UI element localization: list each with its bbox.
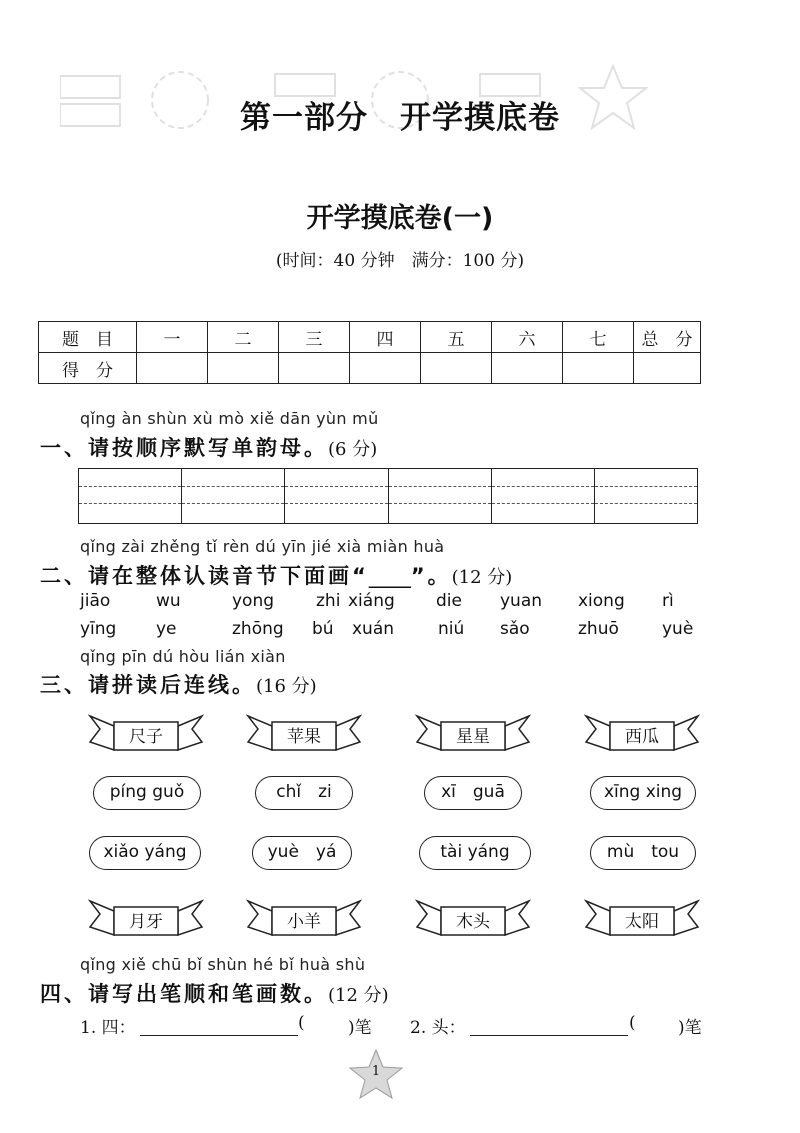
banner-word: 小羊 (287, 912, 321, 932)
syllable[interactable]: wu (156, 591, 181, 611)
pinyin-pill[interactable]: píng guǒ (93, 776, 201, 810)
score-cell[interactable] (350, 353, 421, 384)
exam-time-and-score-info: (时间：40 分钟 满分：100 分) (275, 251, 525, 271)
syllable[interactable]: jiāo (80, 591, 111, 611)
q4-item2-paren-open: ( (629, 1013, 636, 1033)
score-table (38, 321, 701, 384)
score-table-header-total: 总 分 (634, 322, 701, 353)
q4-item2-stroke-order-line[interactable] (470, 1035, 628, 1036)
score-cell[interactable] (137, 353, 208, 384)
score-table-score-row (39, 353, 701, 384)
word-banner[interactable] (246, 897, 362, 939)
q2-syllable-row-1 (80, 591, 710, 615)
score-table-header-q4: 四 (350, 322, 421, 353)
q2-points: (12 分) (451, 567, 513, 588)
syllable[interactable]: niú (438, 619, 465, 639)
syllable[interactable]: ye (156, 619, 177, 639)
banner-word: 苹果 (287, 727, 321, 747)
exam-title: 开学摸底卷(一) (306, 203, 494, 234)
q2-heading (40, 560, 512, 590)
word-banner[interactable] (584, 712, 700, 754)
writing-cell[interactable] (285, 469, 388, 523)
writing-cell[interactable] (595, 469, 697, 523)
q1-heading (40, 432, 377, 462)
page-number: 1 (371, 1064, 381, 1079)
q3-heading-text: 三、请拼读后连线。 (40, 673, 256, 697)
banner-word: 尺子 (129, 727, 163, 747)
pinyin-pill[interactable]: chǐ zi (255, 776, 353, 810)
score-cell[interactable] (421, 353, 492, 384)
q4-item1-label: 1. 四： (80, 1018, 136, 1038)
word-banner[interactable] (415, 897, 531, 939)
score-table-header-q2: 二 (208, 322, 279, 353)
q4-item1-paren-close: )笔 (348, 1018, 372, 1038)
banner-word: 西瓜 (625, 727, 659, 747)
syllable[interactable]: zhōng (232, 619, 284, 639)
syllable[interactable]: zhuō (578, 619, 619, 639)
syllable[interactable]: zhi (316, 591, 341, 611)
q1-pinyin: qǐng àn shùn xù mò xiě dān yùn mǔ (80, 409, 379, 428)
q2-heading-end: ”。 (410, 564, 452, 588)
q3-points: (16 分) (256, 676, 317, 697)
word-banner[interactable] (584, 897, 700, 939)
score-cell[interactable] (279, 353, 350, 384)
q2-pinyin: qǐng zài zhěng tǐ rèn dú yīn jié xià miàn huà (80, 537, 445, 556)
score-table-header-q1: 一 (137, 322, 208, 353)
syllable[interactable]: xiáng (348, 591, 395, 611)
q4-pinyin: qǐng xiě chū bǐ shùn hé bǐ huà shù (80, 955, 366, 974)
writing-cell[interactable] (389, 469, 492, 523)
q1-writing-grid (78, 468, 698, 524)
syllable[interactable]: sǎo (500, 619, 530, 639)
word-banner[interactable] (88, 897, 204, 939)
q2-heading-text: 二、请在整体认读音节下面画“ (40, 564, 369, 588)
pinyin-pill[interactable]: xī guā (424, 776, 522, 810)
pinyin-pill[interactable]: yuè yá (252, 836, 352, 870)
score-cell[interactable] (563, 353, 634, 384)
score-table-header-q7: 七 (563, 322, 634, 353)
score-cell[interactable] (492, 353, 563, 384)
pinyin-pill[interactable]: xiǎo yáng (89, 836, 201, 870)
banner-word: 星星 (456, 727, 490, 747)
part-title: 第一部分 开学摸底卷 (240, 100, 560, 136)
score-cell[interactable] (634, 353, 701, 384)
q4-points: (12 分) (328, 985, 389, 1006)
pinyin-pill[interactable]: mù tou (590, 836, 696, 870)
word-banner[interactable] (88, 712, 204, 754)
q4-heading-text: 四、请写出笔顺和笔画数。 (40, 982, 328, 1006)
q4-item2-paren-close: )笔 (678, 1018, 702, 1038)
syllable[interactable]: bú (312, 619, 334, 639)
q4-item1-stroke-order-line[interactable] (140, 1035, 298, 1036)
pinyin-pill[interactable]: xīng xing (590, 776, 696, 810)
writing-cell[interactable] (182, 469, 285, 523)
score-table-header-label: 题 目 (39, 322, 137, 353)
q3-heading (40, 669, 317, 699)
score-table-header-q6: 六 (492, 322, 563, 353)
banner-word: 太阳 (625, 912, 659, 932)
syllable[interactable]: rì (662, 591, 674, 611)
q1-points: (6 分) (328, 439, 378, 460)
q1-heading-text: 一、请按顺序默写单韵母。 (40, 436, 328, 460)
syllable[interactable]: xiong (578, 591, 625, 611)
writing-cell[interactable] (79, 469, 182, 523)
syllable[interactable]: yuan (500, 591, 543, 611)
banner-word: 木头 (456, 912, 490, 932)
q3-pinyin: qǐng pīn dú hòu lián xiàn (80, 647, 286, 666)
syllable[interactable]: yīng (80, 619, 117, 639)
q4-heading (40, 978, 389, 1008)
syllable[interactable]: yuè (662, 619, 694, 639)
score-cell[interactable] (208, 353, 279, 384)
q4-item1-paren-open: ( (298, 1013, 305, 1033)
score-table-header-row (39, 322, 701, 353)
banner-word: 月牙 (129, 912, 163, 932)
q2-blank: ____ (368, 564, 411, 588)
writing-cell[interactable] (492, 469, 595, 523)
word-banner[interactable] (415, 712, 531, 754)
q2-syllable-row-2 (80, 619, 710, 643)
q4-item2-label: 2. 头： (410, 1018, 466, 1038)
score-table-header-q3: 三 (279, 322, 350, 353)
q4-answer-row (80, 1013, 720, 1043)
syllable[interactable]: xuán (352, 619, 395, 639)
score-table-score-label: 得 分 (39, 353, 137, 384)
word-banner[interactable] (246, 712, 362, 754)
pinyin-pill[interactable]: tài yáng (419, 836, 531, 870)
syllable[interactable]: die (436, 591, 462, 611)
score-table-header-q5: 五 (421, 322, 492, 353)
syllable[interactable]: yong (232, 591, 275, 611)
